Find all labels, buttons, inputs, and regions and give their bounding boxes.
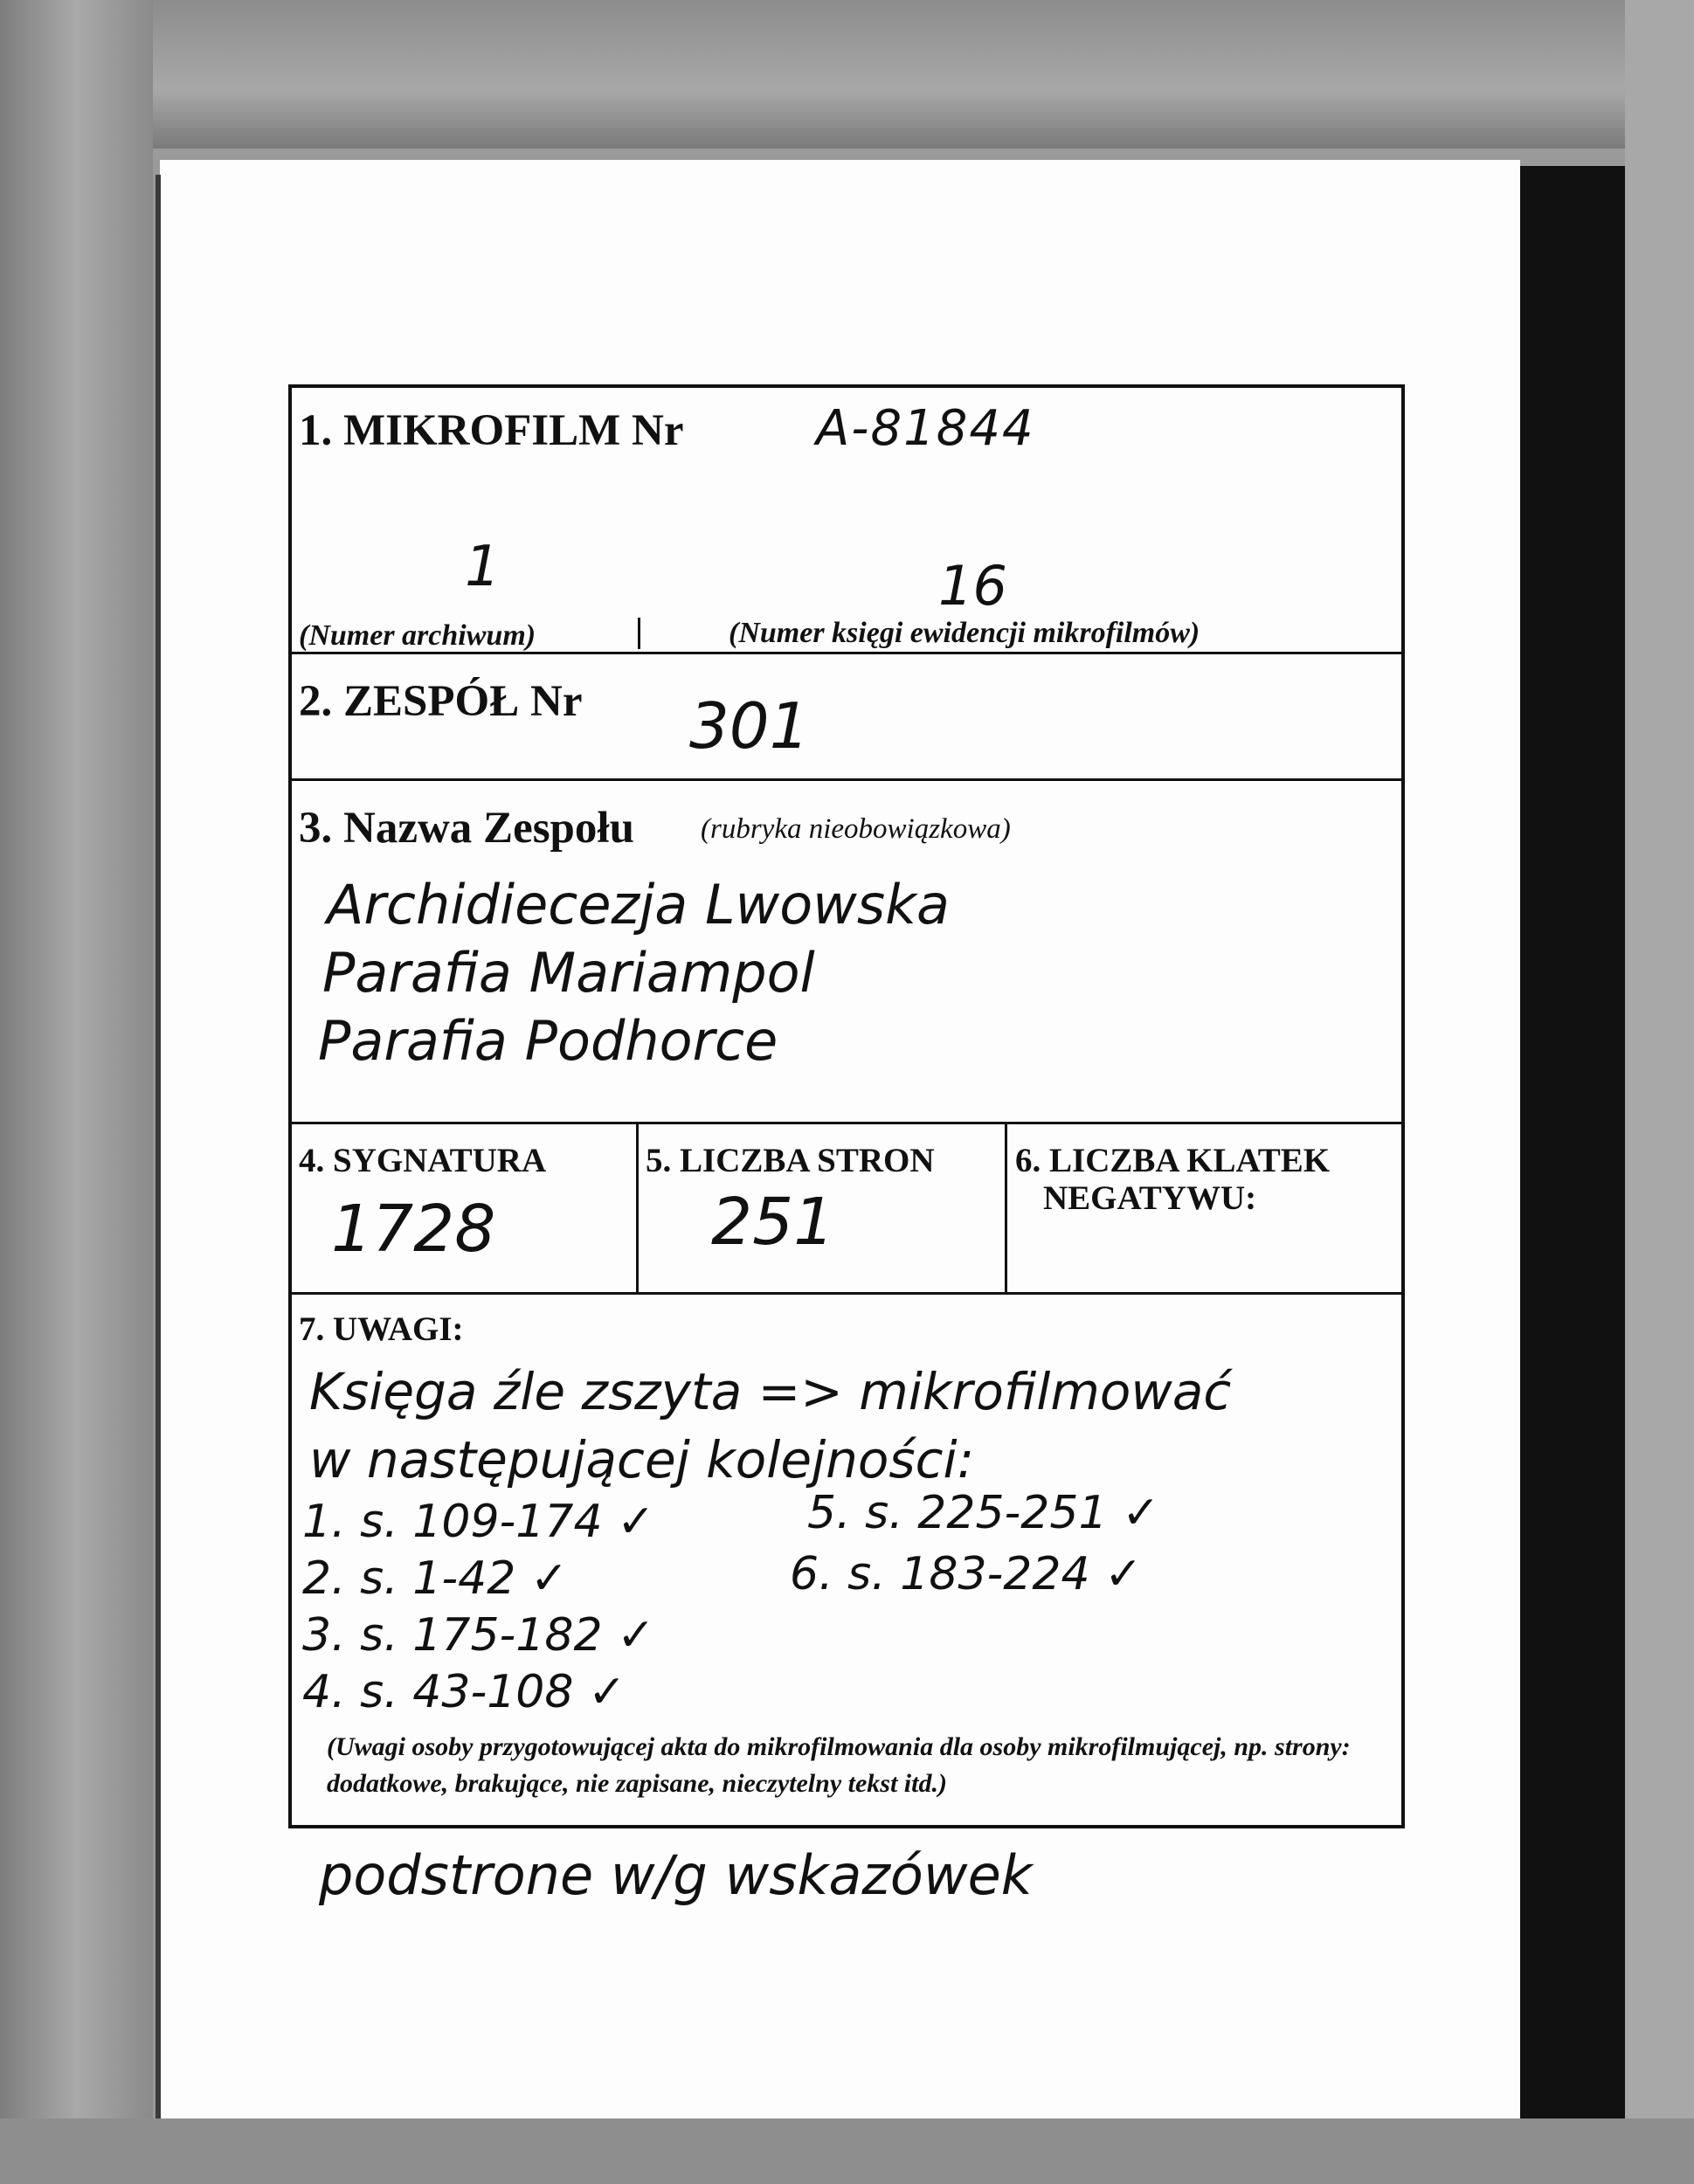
- remarks-item-3: 3. s. 175-182 ✓: [302, 1609, 655, 1662]
- field-4-label: 4. SYGNATURA: [299, 1142, 547, 1179]
- caption-divider: [638, 618, 640, 649]
- field-1-value: A-81844: [816, 400, 1035, 457]
- register-number-caption: (Numer księgi ewidencji mikrofilmów): [729, 617, 1200, 649]
- field-2-value: 301: [689, 689, 810, 763]
- archive-number: 1: [465, 535, 501, 599]
- card-shadow: [1520, 166, 1625, 2118]
- card-left-edge: [156, 175, 161, 2118]
- separator-2: [292, 778, 1401, 781]
- remarks-item-4: 4. s. 43-108 ✓: [302, 1666, 626, 1718]
- remarks-item-6: 6. s. 183-224 ✓: [790, 1548, 1143, 1600]
- background-bottom: [0, 2118, 1694, 2184]
- field-5-label: 5. LICZBA STRON: [646, 1142, 935, 1179]
- background-top: [0, 0, 1694, 149]
- remarks-line-2: w następującej kolejności:: [309, 1430, 975, 1489]
- field-3-line-3: Parafia Podhorce: [318, 1009, 778, 1073]
- column-divider-1: [636, 1122, 639, 1292]
- field-6-label-line-2: NEGATYWU:: [1043, 1179, 1257, 1217]
- background-right: [1625, 0, 1694, 2184]
- field-3-note: (rubryka nieobowiązkowa): [701, 813, 1011, 845]
- separator-3: [292, 1122, 1401, 1124]
- field-3-line-2: Parafia Mariampol: [322, 941, 815, 1005]
- microfilm-form: [288, 384, 1405, 1828]
- field-5-value: 251: [711, 1185, 835, 1260]
- background-left: [0, 0, 153, 2184]
- field-1-label: 1. MIKROFILM Nr: [299, 406, 684, 455]
- remarks-item-1: 1. s. 109-174 ✓: [302, 1496, 655, 1548]
- field-2-label: 2. ZESPÓŁ Nr: [299, 677, 583, 726]
- remarks-item-5: 5. s. 225-251 ✓: [807, 1487, 1160, 1539]
- remarks-footnote: (Uwagi osoby przygotowującej akta do mikrofilmowania dla osoby mikrofilmującej, np. strony: dodatkowe, brakujące, nie zapisane, nieczytelny tekst itd.): [327, 1732, 1351, 1798]
- field-3-label: 3. Nazwa Zespołu: [299, 804, 634, 853]
- register-number: 16: [938, 554, 1007, 618]
- separator-4: [292, 1292, 1401, 1295]
- field-3-line-1: Archidiecezja Lwowska: [327, 873, 951, 936]
- field-6-label-line-1: 6. LICZBA KLATEK: [1015, 1142, 1331, 1179]
- field-4-value: 1728: [331, 1192, 496, 1267]
- remarks-line-1: Księga źle zszyta => mikrofilmować: [309, 1362, 1232, 1421]
- remarks-item-2: 2. s. 1-42 ✓: [302, 1552, 569, 1605]
- column-divider-2: [1005, 1122, 1007, 1292]
- bottom-handwritten-note: podstrone w/g wskazówek: [319, 1843, 1033, 1907]
- field-7-label: 7. UWAGI:: [299, 1310, 464, 1348]
- archive-number-caption: (Numer archiwum): [299, 619, 536, 652]
